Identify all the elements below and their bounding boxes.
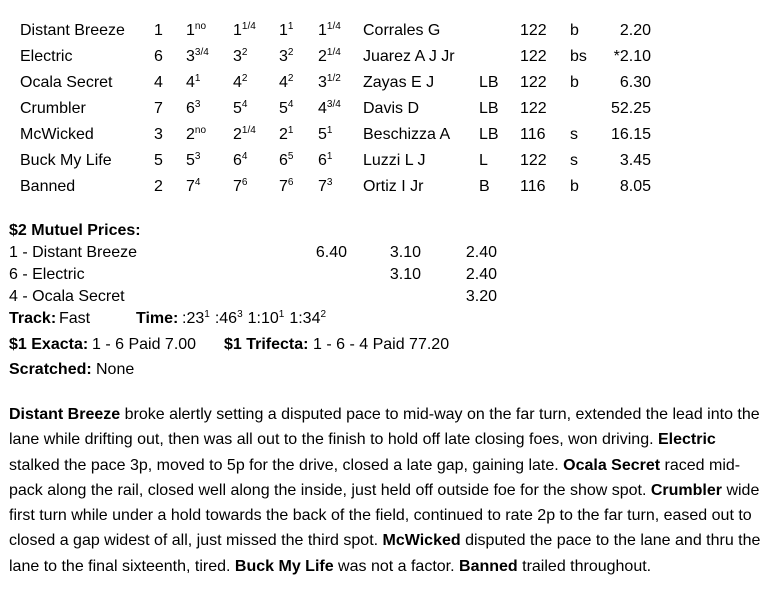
- call-position-value: 7: [186, 178, 195, 195]
- show-price: 2.40: [465, 244, 497, 261]
- call-position: [279, 122, 293, 148]
- call-position: [279, 174, 293, 200]
- call-position: [318, 44, 341, 70]
- comment-text: stalked the pace 3p, moved to 5p for the drive, closed a late gap, gaining late.: [9, 456, 564, 474]
- call-position-lengths: 3/4: [194, 47, 209, 58]
- time-fractions: [182, 308, 326, 330]
- call-position-value: 1: [186, 22, 195, 39]
- exacta-label: $1 Exacta:: [9, 336, 89, 353]
- result-row: [0, 18, 774, 44]
- post-position: 5: [154, 152, 163, 169]
- call-position: [186, 18, 206, 44]
- call-position: [186, 148, 200, 174]
- call-position-value: 4: [186, 74, 195, 91]
- call-position: [318, 148, 332, 174]
- call-position-value: 3: [318, 74, 327, 91]
- call-position: [186, 70, 200, 96]
- call-position-lengths: 1: [194, 73, 201, 84]
- result-row: [0, 96, 774, 122]
- equipment: b: [570, 178, 579, 195]
- jockey-name: Luzzi L J: [363, 152, 426, 169]
- call-position: [233, 18, 256, 44]
- scratched-value: None: [96, 361, 135, 378]
- call-position: [279, 148, 293, 174]
- call-position-value: 7: [233, 178, 242, 195]
- call-position: [233, 96, 247, 122]
- jockey-name: Juarez A J Jr: [363, 48, 455, 65]
- call-position-lengths: 3/4: [326, 99, 341, 110]
- call-position-lengths: 2: [287, 73, 294, 84]
- comment-text: broke alertly setting a disputed pace to mid-way on the far turn, extended the lead into the lane while drifting out, then was all out to the finish to hold off late closing foes, won driving.: [9, 406, 760, 449]
- call-position-lengths: 6: [241, 177, 248, 188]
- call-position-value: 7: [318, 178, 327, 195]
- post-position: 2: [154, 178, 163, 195]
- call-position: [279, 44, 293, 70]
- mutuel-row: [9, 242, 769, 264]
- jockey-name: Ortiz I Jr: [363, 178, 424, 195]
- weight: 122: [520, 100, 547, 117]
- race-comments: [9, 402, 769, 579]
- call-position-lengths: 2: [241, 47, 248, 58]
- track-value: Fast: [59, 310, 91, 327]
- call-position: [318, 70, 341, 96]
- call-position-value: 2: [318, 48, 327, 65]
- call-position: [233, 70, 247, 96]
- medication: L: [479, 152, 488, 169]
- horse-name: McWicked: [20, 126, 94, 143]
- call-position-lengths: 1: [326, 125, 333, 136]
- call-position-lengths: 4: [194, 177, 201, 188]
- call-position-value: 7: [279, 178, 288, 195]
- comment-horse-name: Crumbler: [650, 481, 722, 499]
- odds: 52.25: [610, 100, 651, 117]
- call-position-lengths: 1/4: [241, 21, 256, 32]
- call-position-value: 4: [233, 74, 242, 91]
- comment-horse-name: McWicked: [382, 532, 461, 550]
- call-position-lengths: 2: [287, 47, 294, 58]
- call-position-lengths: 4: [241, 151, 248, 162]
- horse-name: Distant Breeze: [20, 22, 125, 39]
- odds: 6.30: [619, 74, 651, 91]
- jockey-name: Corrales G: [363, 22, 441, 39]
- show-price: 2.40: [465, 266, 497, 283]
- horse-name: Electric: [20, 48, 73, 65]
- call-position-value: 4: [279, 74, 288, 91]
- call-position-value: 3: [233, 48, 242, 65]
- place-price: 3.10: [389, 266, 421, 283]
- call-position: [233, 122, 256, 148]
- call-position-lengths: 1/4: [326, 47, 341, 58]
- post-position: 7: [154, 100, 163, 117]
- mutuel-horse: 4 - Ocala Secret: [9, 288, 125, 305]
- equipment: s: [570, 152, 578, 169]
- odds: 3.45: [619, 152, 651, 169]
- call-position-lengths: 1/4: [241, 125, 256, 136]
- comment-text: trailed throughout.: [517, 557, 652, 575]
- odds: *2.10: [613, 48, 651, 65]
- call-position-lengths: no: [194, 125, 207, 136]
- call-position-lengths: 3: [194, 151, 201, 162]
- comment-horse-name: Ocala Secret: [563, 456, 661, 474]
- track-time-line: [9, 308, 769, 330]
- call-position: [318, 18, 341, 44]
- time-label: Time:: [136, 310, 179, 327]
- call-position-lengths: 1/2: [326, 73, 341, 84]
- mutuel-horse: 6 - Electric: [9, 266, 85, 283]
- call-position-value: 3: [279, 48, 288, 65]
- horse-name: Crumbler: [20, 100, 86, 117]
- comment-text: raced mid-pack along the rail, closed well along the inside, just held off outside foe for the show spot.: [9, 456, 741, 499]
- call-position-value: 1: [233, 22, 242, 39]
- comment-text: wide first turn while under a hold towards the back of the field, continued to rate 2p to the far turn, eased out to closed a gap widest of all, just missed the third spot.: [9, 481, 760, 550]
- weight: 122: [520, 152, 547, 169]
- comment-horse-name: Banned: [459, 557, 518, 575]
- time-fraction-sup: 3: [237, 309, 243, 320]
- result-row: [0, 174, 774, 200]
- call-position-value: 6: [318, 152, 327, 169]
- call-position: [186, 96, 200, 122]
- call-position: [233, 44, 247, 70]
- result-row: [0, 122, 774, 148]
- jockey-name: Beschizza A: [363, 126, 451, 143]
- weight: 122: [520, 48, 547, 65]
- mutuel-horse: 1 - Distant Breeze: [9, 244, 138, 261]
- wager-line: [9, 334, 769, 356]
- call-position: [318, 122, 332, 148]
- call-position: [233, 148, 247, 174]
- call-position-value: 2: [186, 126, 195, 143]
- horse-name: Ocala Secret: [20, 74, 113, 91]
- odds: 16.15: [610, 126, 651, 143]
- time-fraction-base: 1:10: [247, 310, 279, 327]
- win-price: 6.40: [315, 244, 347, 261]
- show-price: 3.20: [465, 288, 497, 305]
- comment-horse-name: Buck My Life: [234, 557, 334, 575]
- weight: 116: [520, 126, 546, 143]
- mutuel-prices-title: $2 Mutuel Prices:: [9, 222, 141, 239]
- time-fraction: [182, 310, 210, 327]
- call-position: [233, 174, 247, 200]
- call-position-lengths: 4: [241, 99, 248, 110]
- call-position-lengths: 5: [287, 151, 294, 162]
- call-position-value: 5: [186, 152, 195, 169]
- weight: 116: [520, 178, 546, 195]
- call-position-value: 1: [318, 22, 327, 39]
- call-position-value: 4: [318, 100, 327, 117]
- call-position-value: 6: [233, 152, 242, 169]
- weight: 122: [520, 74, 547, 91]
- mutuel-row: [9, 286, 769, 308]
- post-position: 1: [154, 22, 163, 39]
- call-position-value: 5: [279, 100, 288, 117]
- result-row: [0, 44, 774, 70]
- horse-name: Buck My Life: [20, 152, 112, 169]
- call-position-lengths: 1/4: [326, 21, 341, 32]
- time-fraction: [215, 310, 243, 327]
- post-position: 4: [154, 74, 163, 91]
- post-position: 6: [154, 48, 163, 65]
- equipment: s: [570, 126, 578, 143]
- call-position: [279, 96, 293, 122]
- call-position: [279, 18, 293, 44]
- call-position-value: 6: [186, 100, 195, 117]
- medication: LB: [479, 100, 499, 117]
- time-fraction: [248, 310, 285, 327]
- equipment: b: [570, 74, 579, 91]
- time-fraction-base: :23: [182, 310, 205, 327]
- time-fraction-base: 1:34: [289, 310, 321, 327]
- medication: LB: [479, 74, 499, 91]
- call-position-lengths: 1: [287, 125, 294, 136]
- call-position: [318, 96, 341, 122]
- time-fraction-sup: 1: [278, 309, 285, 320]
- scratched-label: Scratched:: [9, 361, 92, 378]
- jockey-name: Zayas E J: [363, 74, 435, 91]
- time-fraction: [289, 310, 326, 327]
- call-position: [186, 174, 200, 200]
- equipment: b: [570, 22, 579, 39]
- result-row: [0, 70, 774, 96]
- call-position: [186, 44, 209, 70]
- call-position-lengths: 4: [287, 99, 294, 110]
- post-position: 3: [154, 126, 163, 143]
- result-row: [0, 148, 774, 174]
- medication: LB: [479, 126, 499, 143]
- call-position-value: 6: [279, 152, 288, 169]
- exacta-value: 1 - 6 Paid 7.00: [92, 336, 197, 353]
- call-position-value: 1: [279, 22, 288, 39]
- call-position-lengths: 2: [241, 73, 248, 84]
- odds: 2.20: [619, 22, 651, 39]
- time-fraction-sup: 1: [204, 309, 210, 320]
- weight: 122: [520, 22, 547, 39]
- time-fraction-sup: 2: [320, 309, 327, 320]
- scratched-line: [9, 359, 769, 381]
- call-position: [279, 70, 293, 96]
- call-position-lengths: no: [194, 21, 207, 32]
- call-position: [318, 174, 332, 200]
- call-position-lengths: 1: [287, 21, 294, 32]
- comment-horse-name: Distant Breeze: [9, 406, 121, 423]
- jockey-name: Davis D: [363, 100, 420, 117]
- call-position-lengths: 3: [326, 177, 333, 188]
- call-position-lengths: 1: [326, 151, 333, 162]
- trifecta-label: $1 Trifecta:: [224, 336, 309, 353]
- track-label: Track:: [9, 310, 57, 327]
- call-position: [186, 122, 206, 148]
- call-position-value: 5: [318, 126, 327, 143]
- comment-text: disputed the pace to the lane and thru the lane to the final sixteenth, tired.: [9, 532, 761, 575]
- mutuel-row: [9, 264, 769, 286]
- call-position-value: 2: [233, 126, 242, 143]
- trifecta-value: 1 - 6 - 4 Paid 77.20: [313, 336, 450, 353]
- call-position-value: 5: [233, 100, 242, 117]
- medication: B: [479, 178, 490, 195]
- odds: 8.05: [619, 178, 651, 195]
- call-position-lengths: 3: [194, 99, 201, 110]
- call-position-lengths: 6: [287, 177, 294, 188]
- comment-text: was not a factor.: [333, 557, 460, 575]
- call-position-value: 3: [186, 48, 195, 65]
- place-price: 3.10: [389, 244, 421, 261]
- equipment: bs: [570, 48, 587, 65]
- time-fraction-base: :46: [214, 310, 238, 327]
- comment-horse-name: Electric: [657, 431, 716, 449]
- horse-name: Banned: [20, 178, 76, 195]
- call-position-value: 2: [279, 126, 288, 143]
